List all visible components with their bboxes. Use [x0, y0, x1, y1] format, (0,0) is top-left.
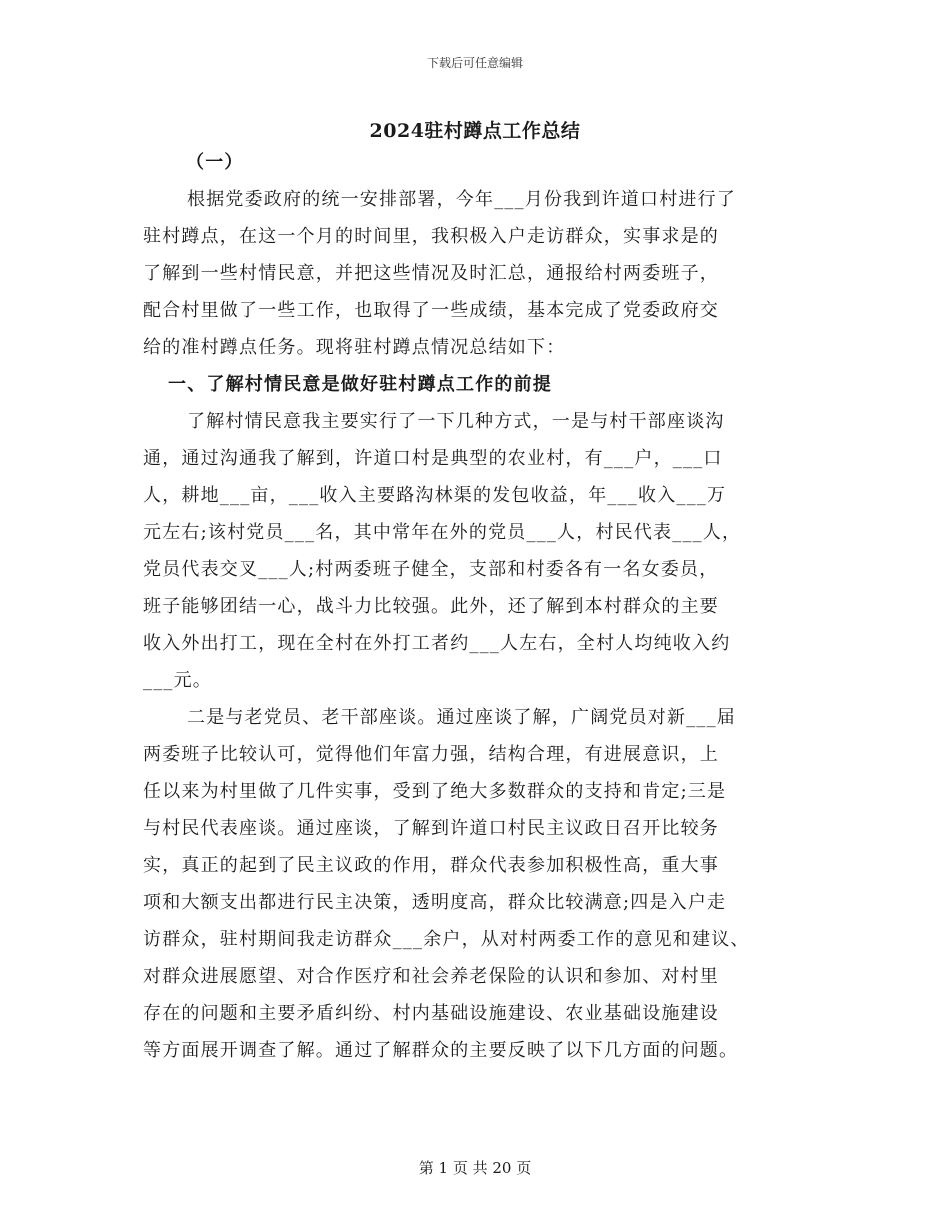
paragraph-line: 二是与老党员、老干部座谈。通过座谈了解，广阔党员对新___届 [187, 707, 736, 728]
paragraph-line: 实，真正的起到了民主议政的作用，群众代表参加积极性高，重大事 [143, 855, 719, 876]
paragraph-line: 访群众，驻村期间我走访群众___余户，从对村两委工作的意见和建议、 [143, 929, 750, 950]
paragraph-line: 任以来为村里做了几件实事，受到了绝大多数群众的支持和肯定;三是 [143, 781, 727, 802]
paragraph-line: 通，通过沟通我了解到，许道口村是典型的农业村，有___户，___口 [143, 448, 723, 469]
paragraph-line: 元左右;该村党员___名，其中常年在外的党员___人，村民代表___人， [143, 522, 742, 543]
section-heading: 一、了解村情民意是做好驻村蹲点工作的前提 [168, 374, 552, 395]
paragraph-line: 了解到一些村情民意，并把这些情况及时汇总，通报给村两委班子， [143, 263, 719, 284]
paragraph-line: 班子能够团结一心，战斗力比较强。此外，还了解到本村群众的主要 [143, 596, 719, 617]
paragraph-line: 人，耕地___亩，___收入主要路沟林渠的发包收益，年___收入___万 [143, 485, 727, 506]
paragraph-line: 与村民代表座谈。通过座谈，了解到许道口村民主议政日召开比较务 [143, 818, 719, 839]
paragraph-line: ___元。 [143, 670, 212, 691]
paragraph-line: 两委班子比较认可，觉得他们年富力强，结构合理，有进展意识，上 [143, 744, 719, 765]
paragraph-line: 收入外出打工，现在全村在外打工者约___人左右，全村人均纯收入约 [143, 633, 731, 654]
paragraph-line: 存在的问题和主要矛盾纠纷、村内基础设施建设、农业基础设施建设 [143, 1003, 719, 1024]
paragraph-line: 项和大额支出都进行民主决策，透明度高，群众比较满意;四是入户走 [143, 892, 727, 913]
paragraph-line: 配合村里做了一些工作，也取得了一些成绩，基本完成了党委政府交 [143, 300, 719, 321]
paragraph-line: 对群众进展愿望、对合作医疗和社会养老保险的认识和参加、对村里 [143, 966, 719, 987]
header-note: 下载后可任意编辑 [426, 56, 523, 70]
page-number: 第 1 页 共 20 页 [418, 1159, 532, 1177]
document-title: 2024驻村蹲点工作总结 [369, 120, 581, 142]
paragraph-line: 等方面展开调查了解。通过了解群众的主要反映了以下几方面的问题。 [143, 1040, 739, 1061]
paragraph-line: 了解村情民意我主要实行了一下几种方式，一是与村干部座谈沟 [187, 411, 725, 432]
paragraph-line: 驻村蹲点，在这一个月的时间里，我积极入户走访群众，实事求是的 [143, 226, 719, 247]
paragraph-line: 根据党委政府的统一安排部署，今年___月份我到许道口村进行了 [187, 189, 736, 210]
paragraph-line: 党员代表交叉___人;村两委班子健全，支部和村委各有一名女委员， [143, 559, 719, 580]
section-subtitle: （一） [186, 152, 244, 173]
paragraph-line: 给的准村蹲点任务。现将驻村蹲点情况总结如下： [143, 337, 566, 358]
